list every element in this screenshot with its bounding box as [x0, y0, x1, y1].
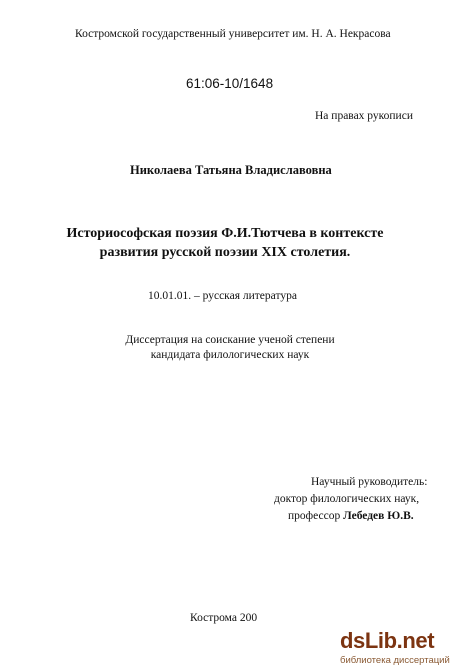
advisor-title-name — [288, 510, 414, 522]
advisor-degree: доктор филологических наук, — [274, 493, 420, 505]
advisor-title: профессор — [288, 510, 341, 522]
advisor-name: Лебедев Ю.В. — [343, 510, 414, 522]
author-name: Николаева Татьяна Владиславовна — [130, 163, 332, 177]
dissertation-type-line-2: кандидата филологических наук — [150, 349, 310, 361]
rights-note: На правах рукописи — [315, 110, 413, 122]
advisor-role: Научный руководитель: — [311, 476, 428, 488]
city-year: Кострома 200 — [190, 612, 258, 624]
watermark-logo — [340, 628, 434, 654]
watermark-site-name: dsLib.net — [340, 628, 435, 653]
site-watermark — [328, 624, 450, 672]
university-name: Костромской государственный университет им. Н. А. Некрасова — [75, 28, 391, 40]
specialty: 10.01.01. – русская литература — [148, 290, 297, 302]
dissertation-type-line-1: Диссертация на соискание ученой степени — [125, 334, 335, 346]
dissertation-title-line-1: Историософская поэзия Ф.И.Тютчева в контексте — [66, 226, 384, 241]
document-code: 61:06-10/1648 — [186, 76, 274, 91]
watermark-tagline: библиотека диссертаций — [340, 655, 450, 666]
dissertation-title-line-2: развития русской поэзии XIX столетия. — [99, 245, 351, 260]
